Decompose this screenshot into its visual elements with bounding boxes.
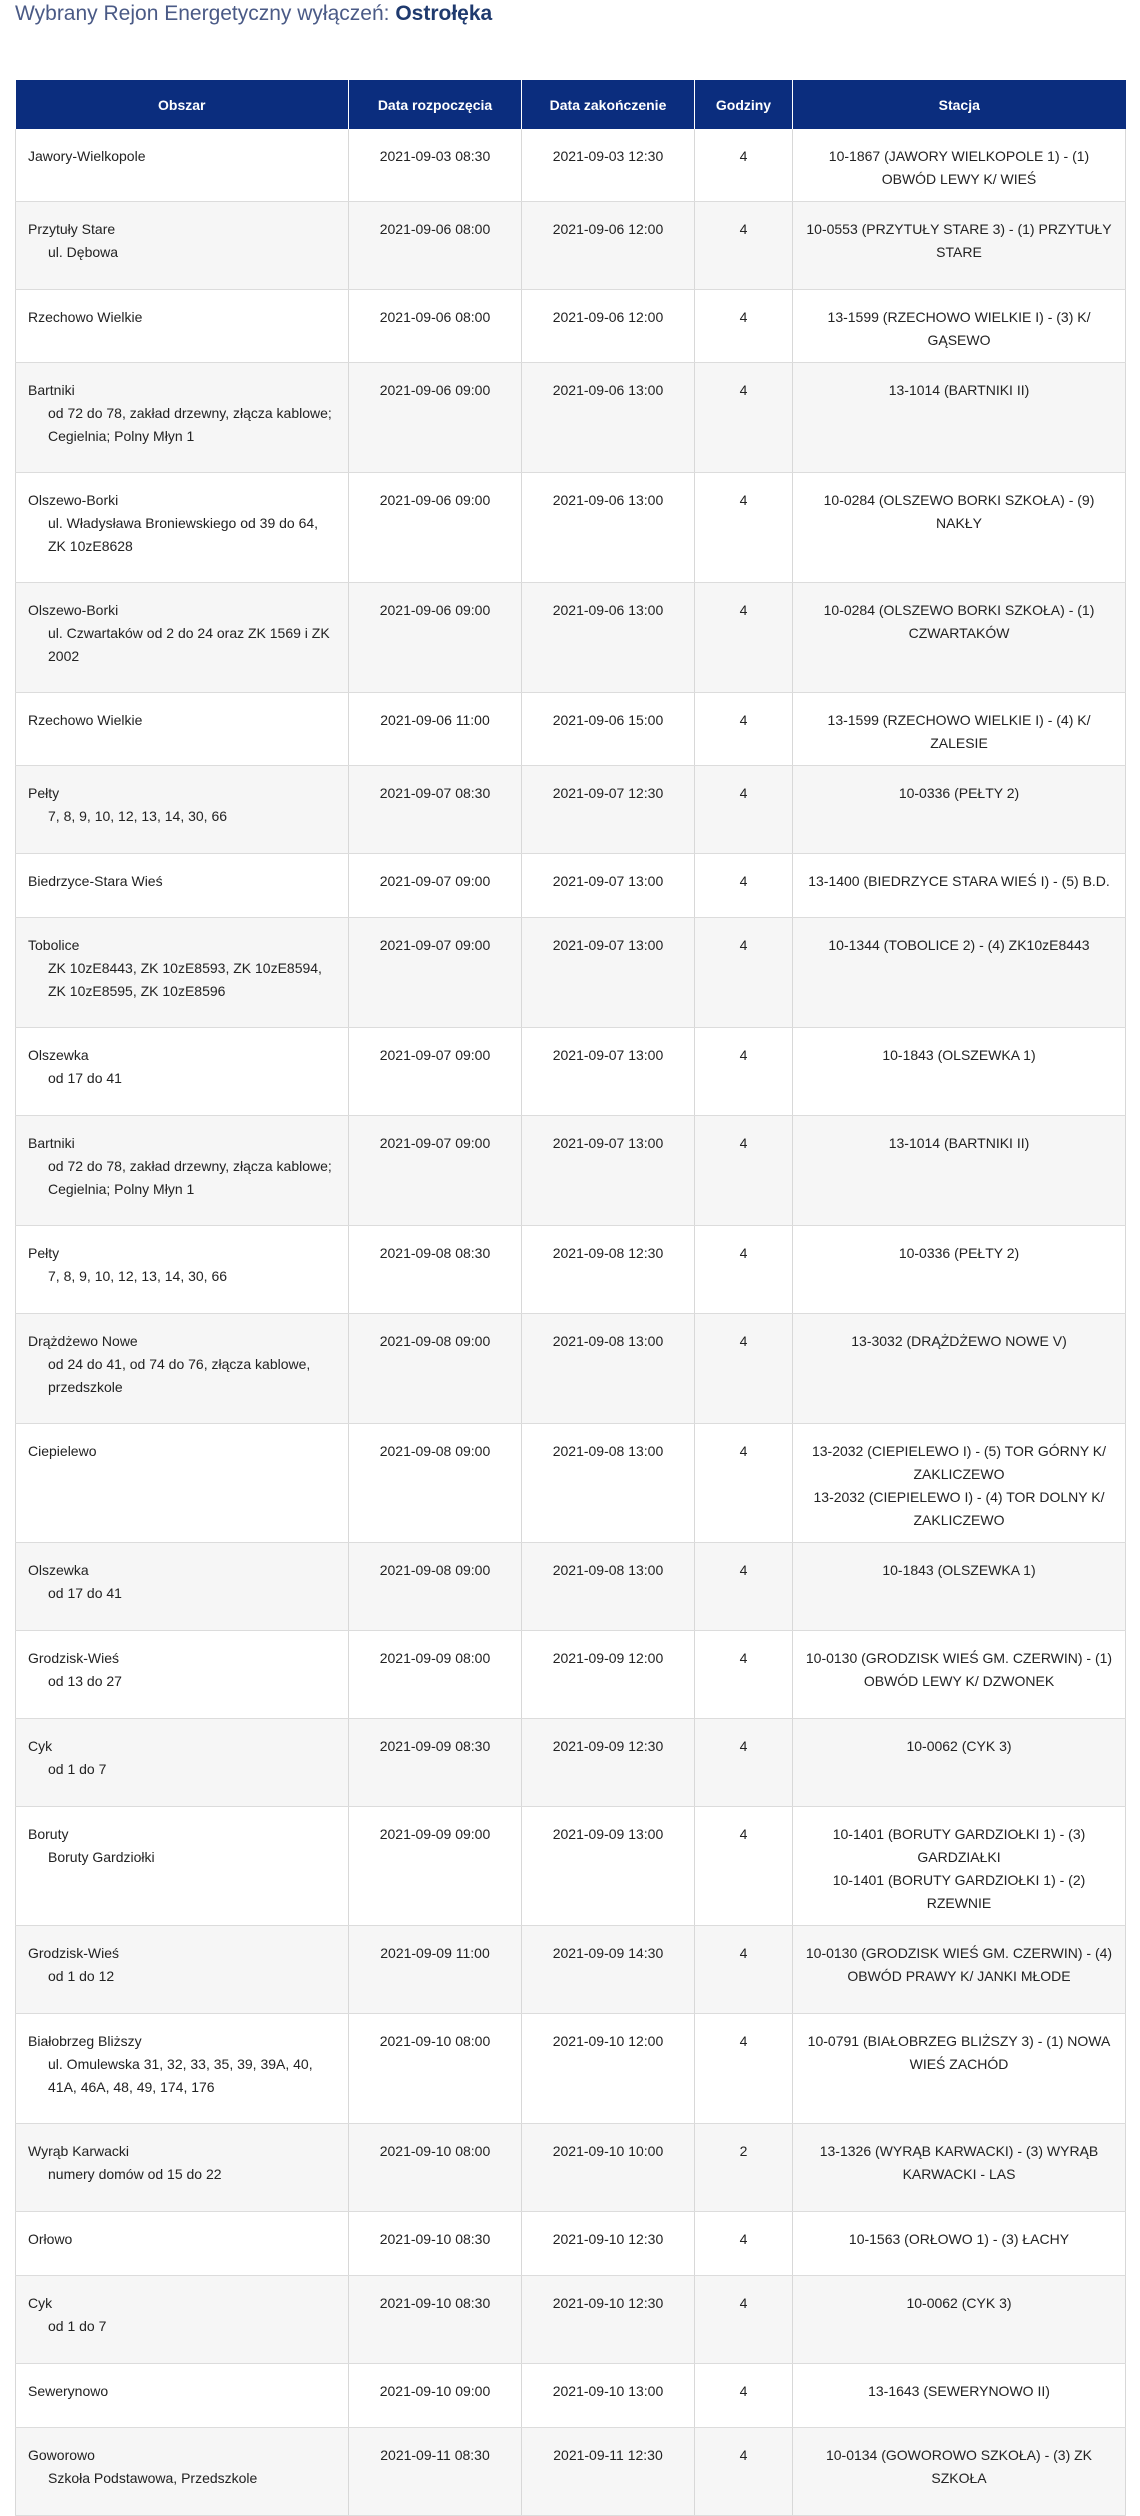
cell-hours: 4 (695, 1226, 793, 1314)
area-name: Pełty (28, 1245, 60, 1261)
area-detail: od 1 do 7 (48, 2318, 107, 2334)
cell-area (16, 1116, 349, 1226)
cell-station (793, 1719, 1126, 1807)
cell-start-date: 2021-09-07 08:30 (349, 766, 522, 854)
cell-station (793, 1314, 1126, 1424)
cell-station (793, 129, 1126, 202)
area-detail: od 24 do 41, od 74 do 76, złącza kablowe, przedszkole (48, 1356, 311, 1395)
station-entry: 13-2032 (CIEPIELEWO I) - (4) TOR DOLNY K/ ZAKLICZEWO (813, 1489, 1105, 1528)
area-detail: Boruty Gardziołki (48, 1849, 155, 1865)
cell-station (793, 918, 1126, 1028)
cell-area (16, 2364, 349, 2428)
cell-area (16, 2428, 349, 2516)
station-entry: 10-0284 (OLSZEWO BORKI SZKOŁA) - (9) NAKŁY (823, 492, 1095, 531)
station-entry: 13-1599 (RZECHOWO WIELKIE I) - (4) K/ ZALESIE (827, 712, 1091, 751)
table-row (16, 2364, 1126, 2428)
header-end-date: Data zakończenie (522, 80, 695, 129)
station-entry: 10-1843 (OLSZEWKA 1) (882, 1047, 1036, 1063)
area-name: Pełty (28, 785, 60, 801)
area-name: Orłowo (28, 2231, 73, 2247)
cell-area (16, 1807, 349, 1926)
cell-area (16, 2014, 349, 2124)
table-row (16, 1926, 1126, 2014)
area-name: Bartniki (28, 382, 75, 398)
cell-area (16, 583, 349, 693)
cell-area (16, 2276, 349, 2364)
cell-end-date: 2021-09-09 12:00 (522, 1631, 695, 1719)
table-body (16, 129, 1126, 2516)
table-row (16, 1543, 1126, 1631)
station-entry: 10-0062 (CYK 3) (906, 1738, 1012, 1754)
cell-start-date: 2021-09-06 11:00 (349, 693, 522, 766)
area-detail: od 17 do 41 (48, 1070, 122, 1086)
area-name: Cyk (28, 1738, 53, 1754)
cell-area (16, 1028, 349, 1116)
cell-hours: 4 (695, 1028, 793, 1116)
station-entry: 13-1014 (BARTNIKI II) (888, 1135, 1030, 1151)
station-entry: 10-1401 (BORUTY GARDZIOŁKI 1) - (3) GARDZIAŁKI (832, 1826, 1086, 1865)
cell-start-date: 2021-09-06 09:00 (349, 583, 522, 693)
cell-start-date: 2021-09-09 11:00 (349, 1926, 522, 2014)
cell-end-date: 2021-09-03 12:30 (522, 129, 695, 202)
cell-start-date: 2021-09-10 09:00 (349, 2364, 522, 2428)
area-detail: od 13 do 27 (48, 1673, 122, 1689)
cell-station (793, 766, 1126, 854)
cell-station (793, 1424, 1126, 1543)
cell-hours: 4 (695, 1424, 793, 1543)
table-row (16, 2124, 1126, 2212)
cell-end-date: 2021-09-10 12:30 (522, 2276, 695, 2364)
cell-end-date: 2021-09-09 13:00 (522, 1807, 695, 1926)
station-entry: 10-1344 (TOBOLICE 2) - (4) ZK10zE8443 (828, 937, 1090, 953)
cell-area (16, 290, 349, 363)
area-detail: od 72 do 78, zakład drzewny, złącza kablowe; Cegielnia; Polny Młyn 1 (48, 405, 332, 444)
cell-end-date: 2021-09-10 12:00 (522, 2014, 695, 2124)
cell-area (16, 473, 349, 583)
station-entry: 13-1643 (SEWERYNOWO II) (868, 2383, 1050, 2399)
area-name: Bartniki (28, 1135, 75, 1151)
cell-end-date: 2021-09-08 12:30 (522, 1226, 695, 1314)
table-row (16, 1226, 1126, 1314)
table-row (16, 1116, 1126, 1226)
cell-start-date: 2021-09-10 08:00 (349, 2124, 522, 2212)
table-row (16, 1424, 1126, 1543)
table-row (16, 693, 1126, 766)
cell-station (793, 2364, 1126, 2428)
cell-station (793, 1926, 1126, 2014)
header-area: Obszar (16, 80, 349, 129)
cell-station (793, 363, 1126, 473)
cell-start-date: 2021-09-09 08:00 (349, 1631, 522, 1719)
table-row (16, 290, 1126, 363)
area-name: Rzechowo Wielkie (28, 712, 143, 728)
table-row (16, 1631, 1126, 1719)
area-detail: ZK 10zE8443, ZK 10zE8593, ZK 10zE8594, ZK 10zE8595, ZK 10zE8596 (48, 960, 322, 999)
cell-hours: 4 (695, 2364, 793, 2428)
station-entry: 10-1563 (ORŁOWO 1) - (3) ŁACHY (848, 2231, 1070, 2247)
table-row (16, 2428, 1126, 2516)
cell-end-date: 2021-09-07 12:30 (522, 766, 695, 854)
cell-hours: 4 (695, 290, 793, 363)
cell-station (793, 2276, 1126, 2364)
cell-area (16, 202, 349, 290)
table-row (16, 1314, 1126, 1424)
cell-start-date: 2021-09-07 09:00 (349, 918, 522, 1028)
area-name: Białobrzeg Bliższy (28, 2033, 142, 2049)
cell-area (16, 854, 349, 918)
station-entry: 10-0062 (CYK 3) (906, 2295, 1012, 2311)
station-entry: 13-1014 (BARTNIKI II) (888, 382, 1030, 398)
table-row (16, 1719, 1126, 1807)
cell-station (793, 1631, 1126, 1719)
cell-station (793, 1226, 1126, 1314)
area-name: Jawory-Wielkopole (28, 148, 146, 164)
cell-start-date: 2021-09-08 09:00 (349, 1424, 522, 1543)
heading-prefix: Wybrany Rejon Energetyczny wyłączeń: (15, 2, 396, 25)
station-entry: 10-1843 (OLSZEWKA 1) (882, 1562, 1036, 1578)
cell-start-date: 2021-09-08 09:00 (349, 1543, 522, 1631)
station-entry: 13-2032 (CIEPIELEWO I) - (5) TOR GÓRNY K/ ZAKLICZEWO (811, 1443, 1107, 1482)
area-name: Rzechowo Wielkie (28, 309, 143, 325)
cell-hours: 4 (695, 1631, 793, 1719)
table-row (16, 2276, 1126, 2364)
area-detail: ul. Czwartaków od 2 do 24 oraz ZK 1569 i ZK 2002 (48, 625, 330, 664)
station-entry: 10-0284 (OLSZEWO BORKI SZKOŁA) - (1) CZWARTAKÓW (823, 602, 1095, 641)
cell-end-date: 2021-09-10 13:00 (522, 2364, 695, 2428)
area-detail: 7, 8, 9, 10, 12, 13, 14, 30, 66 (48, 1268, 228, 1284)
cell-end-date: 2021-09-09 14:30 (522, 1926, 695, 2014)
cell-end-date: 2021-09-06 12:00 (522, 290, 695, 363)
table-row (16, 583, 1126, 693)
table-row (16, 2014, 1126, 2124)
cell-station (793, 693, 1126, 766)
cell-start-date: 2021-09-11 08:30 (349, 2428, 522, 2516)
cell-start-date: 2021-09-06 08:00 (349, 202, 522, 290)
station-entry: 10-0553 (PRZYTUŁY STARE 3) - (1) PRZYTUŁY STARE (806, 221, 1112, 260)
header-row (16, 80, 1126, 129)
station-entry: 13-1326 (WYRĄB KARWACKI) - (3) WYRĄB KARWACKI - LAS (819, 2143, 1099, 2182)
table-row (16, 766, 1126, 854)
cell-end-date: 2021-09-06 15:00 (522, 693, 695, 766)
cell-hours: 4 (695, 918, 793, 1028)
station-entry: 13-1599 (RZECHOWO WIELKIE I) - (3) K/ GĄSEWO (827, 309, 1091, 348)
cell-hours: 4 (695, 363, 793, 473)
area-name: Olszewka (28, 1562, 89, 1578)
cell-station (793, 290, 1126, 363)
cell-hours: 4 (695, 2428, 793, 2516)
cell-end-date: 2021-09-06 13:00 (522, 583, 695, 693)
area-name: Wyrąb Karwacki (28, 2143, 130, 2159)
table-row (16, 473, 1126, 583)
cell-station (793, 2212, 1126, 2276)
table-row (16, 918, 1126, 1028)
table-row (16, 1028, 1126, 1116)
area-detail: od 17 do 41 (48, 1585, 122, 1601)
cell-start-date: 2021-09-10 08:30 (349, 2212, 522, 2276)
area-detail: Szkoła Podstawowa, Przedszkole (48, 2470, 258, 2486)
cell-hours: 4 (695, 2276, 793, 2364)
cell-hours: 4 (695, 583, 793, 693)
cell-start-date: 2021-09-10 08:00 (349, 2014, 522, 2124)
header-hours: Godziny (695, 80, 793, 129)
page-heading (15, 0, 492, 32)
cell-start-date: 2021-09-10 08:30 (349, 2276, 522, 2364)
station-entry: 10-0130 (GRODZISK WIEŚ GM. CZERWIN) - (4) OBWÓD PRAWY K/ JANKI MŁODE (805, 1945, 1113, 1984)
area-name: Grodzisk-Wieś (28, 1945, 120, 1961)
heading-region: Ostrołęka (395, 2, 493, 25)
cell-end-date: 2021-09-06 12:00 (522, 202, 695, 290)
cell-area (16, 1543, 349, 1631)
area-detail: ul. Omulewska 31, 32, 33, 35, 39, 39A, 40, 41A, 46A, 48, 49, 174, 176 (48, 2056, 313, 2095)
area-name: Biedrzyce-Stara Wieś (28, 873, 163, 889)
cell-end-date: 2021-09-10 10:00 (522, 2124, 695, 2212)
area-detail: od 1 do 12 (48, 1968, 115, 1984)
cell-hours: 4 (695, 766, 793, 854)
station-entry: 10-0130 (GRODZISK WIEŚ GM. CZERWIN) - (1) OBWÓD LEWY K/ DZWONEK (805, 1650, 1113, 1689)
cell-hours: 4 (695, 473, 793, 583)
cell-area (16, 1926, 349, 2014)
cell-station (793, 202, 1126, 290)
cell-end-date: 2021-09-09 12:30 (522, 1719, 695, 1807)
outages-table (15, 80, 1126, 2516)
cell-hours: 4 (695, 693, 793, 766)
cell-station (793, 1543, 1126, 1631)
header-start-date: Data rozpoczęcia (349, 80, 522, 129)
station-entry: 13-3032 (DRĄŻDŻEWO NOWE V) (851, 1333, 1067, 1349)
cell-end-date: 2021-09-06 13:00 (522, 473, 695, 583)
cell-area (16, 363, 349, 473)
table-row (16, 363, 1126, 473)
cell-area (16, 1314, 349, 1424)
cell-hours: 4 (695, 2212, 793, 2276)
area-detail: od 72 do 78, zakład drzewny, złącza kablowe; Cegielnia; Polny Młyn 1 (48, 1158, 332, 1197)
cell-hours: 4 (695, 1314, 793, 1424)
cell-start-date: 2021-09-07 09:00 (349, 1116, 522, 1226)
cell-end-date: 2021-09-07 13:00 (522, 918, 695, 1028)
cell-station (793, 1807, 1126, 1926)
cell-hours: 4 (695, 1719, 793, 1807)
station-entry: 10-1867 (JAWORY WIELKOPOLE 1) - (1) OBWÓD LEWY K/ WIEŚ (828, 148, 1090, 187)
cell-start-date: 2021-09-07 09:00 (349, 854, 522, 918)
cell-area (16, 129, 349, 202)
station-entry: 10-0791 (BIAŁOBRZEG BLIŻSZY 3) - (1) NOWA WIEŚ ZACHÓD (807, 2033, 1111, 2072)
cell-end-date: 2021-09-08 13:00 (522, 1314, 695, 1424)
table-row (16, 854, 1126, 918)
cell-end-date: 2021-09-11 12:30 (522, 2428, 695, 2516)
area-name: Olszewka (28, 1047, 89, 1063)
cell-hours: 4 (695, 2014, 793, 2124)
cell-end-date: 2021-09-07 13:00 (522, 1028, 695, 1116)
area-detail: ul. Władysława Broniewskiego od 39 do 64, ZK 10zE8628 (48, 515, 319, 554)
table-row (16, 2212, 1126, 2276)
area-detail: 7, 8, 9, 10, 12, 13, 14, 30, 66 (48, 808, 228, 824)
area-detail: od 1 do 7 (48, 1761, 107, 1777)
cell-hours: 4 (695, 1926, 793, 2014)
cell-start-date: 2021-09-09 09:00 (349, 1807, 522, 1926)
cell-hours: 4 (695, 1116, 793, 1226)
cell-end-date: 2021-09-06 13:00 (522, 363, 695, 473)
station-entry: 13-1400 (BIEDRZYCE STARA WIEŚ I) - (5) B.D. (808, 873, 1110, 889)
cell-hours: 2 (695, 2124, 793, 2212)
cell-start-date: 2021-09-08 08:30 (349, 1226, 522, 1314)
cell-station (793, 1028, 1126, 1116)
cell-start-date: 2021-09-03 08:30 (349, 129, 522, 202)
area-name: Cyk (28, 2295, 53, 2311)
cell-area (16, 1719, 349, 1807)
table-header (16, 80, 1126, 129)
cell-end-date: 2021-09-07 13:00 (522, 1116, 695, 1226)
cell-station (793, 2124, 1126, 2212)
area-name: Tobolice (28, 937, 80, 953)
cell-start-date: 2021-09-06 09:00 (349, 473, 522, 583)
cell-hours: 4 (695, 854, 793, 918)
cell-end-date: 2021-09-08 13:00 (522, 1543, 695, 1631)
cell-start-date: 2021-09-09 08:30 (349, 1719, 522, 1807)
cell-end-date: 2021-09-08 13:00 (522, 1424, 695, 1543)
cell-hours: 4 (695, 1543, 793, 1631)
area-name: Olszewo-Borki (28, 602, 119, 618)
cell-station (793, 1116, 1126, 1226)
table-row (16, 129, 1126, 202)
area-name: Przytuły Stare (28, 221, 116, 237)
cell-area (16, 2212, 349, 2276)
cell-area (16, 1631, 349, 1719)
cell-area (16, 766, 349, 854)
area-name: Goworowo (28, 2447, 95, 2463)
cell-start-date: 2021-09-06 08:00 (349, 290, 522, 363)
cell-hours: 4 (695, 202, 793, 290)
cell-station (793, 473, 1126, 583)
cell-area (16, 1424, 349, 1543)
area-name: Boruty (28, 1826, 69, 1842)
cell-station (793, 583, 1126, 693)
cell-station (793, 854, 1126, 918)
cell-station (793, 2014, 1126, 2124)
area-detail: ul. Dębowa (48, 244, 119, 260)
cell-start-date: 2021-09-07 09:00 (349, 1028, 522, 1116)
cell-start-date: 2021-09-08 09:00 (349, 1314, 522, 1424)
cell-area (16, 918, 349, 1028)
station-entry: 10-0134 (GOWOROWO SZKOŁA) - (3) ZK SZKOŁA (825, 2447, 1093, 2486)
cell-area (16, 693, 349, 766)
area-name: Drążdżewo Nowe (28, 1333, 138, 1349)
cell-station (793, 2428, 1126, 2516)
area-name: Olszewo-Borki (28, 492, 119, 508)
table-row (16, 1807, 1126, 1926)
station-entry: 10-1401 (BORUTY GARDZIOŁKI 1) - (2) RZEWNIE (832, 1872, 1086, 1911)
area-detail: numery domów od 15 do 22 (48, 2166, 222, 2182)
cell-hours: 4 (695, 129, 793, 202)
cell-hours: 4 (695, 1807, 793, 1926)
station-entry: 10-0336 (PEŁTY 2) (898, 1245, 1020, 1261)
cell-area (16, 1226, 349, 1314)
area-name: Sewerynowo (28, 2383, 109, 2399)
area-name: Ciepielewo (28, 1443, 97, 1459)
station-entry: 10-0336 (PEŁTY 2) (898, 785, 1020, 801)
cell-end-date: 2021-09-10 12:30 (522, 2212, 695, 2276)
cell-end-date: 2021-09-07 13:00 (522, 854, 695, 918)
header-station: Stacja (793, 80, 1126, 129)
cell-area (16, 2124, 349, 2212)
cell-start-date: 2021-09-06 09:00 (349, 363, 522, 473)
table-row (16, 202, 1126, 290)
area-name: Grodzisk-Wieś (28, 1650, 120, 1666)
